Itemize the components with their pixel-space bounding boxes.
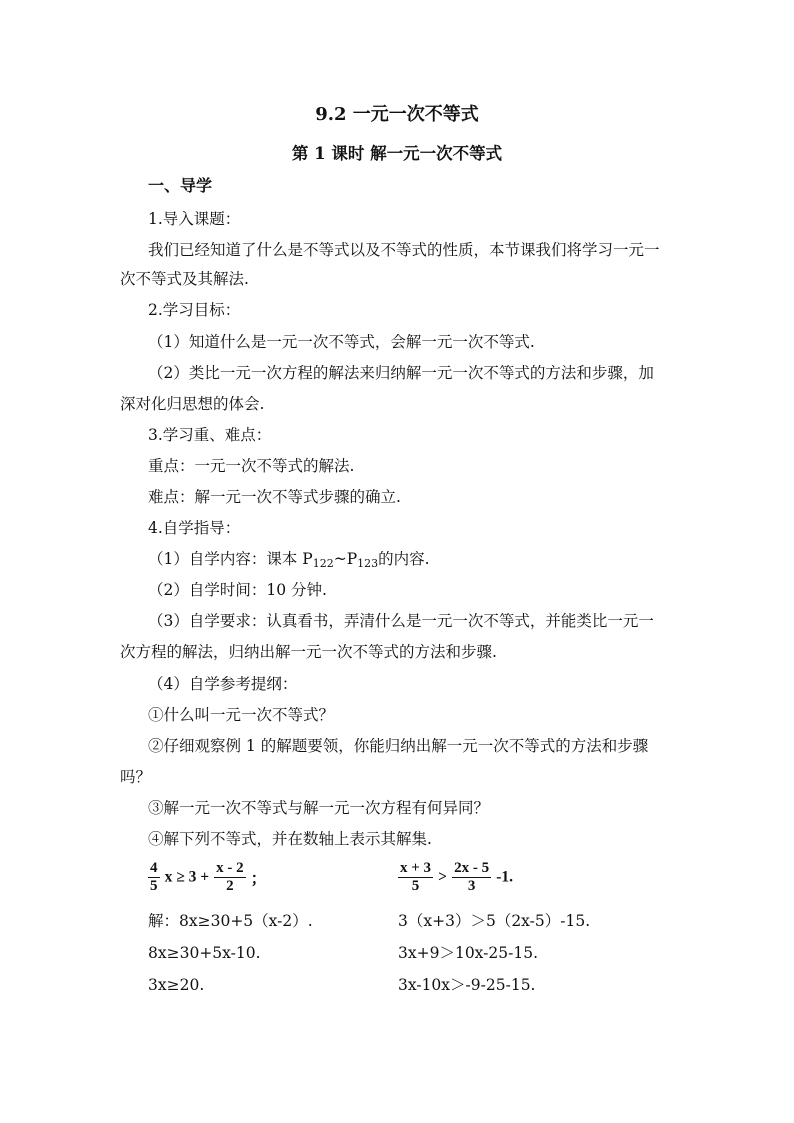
guide-1-suffix: 的内容. xyxy=(378,550,430,568)
question-1: ①什么叫一元一次不等式？ xyxy=(148,706,335,724)
guide-2: （2）自学时间：10 分钟. xyxy=(148,581,327,599)
fraction-denominator: 3 xyxy=(467,878,476,894)
keypoints-label: 3.学习重、难点： xyxy=(148,426,272,444)
guide-label: 4.自学指导： xyxy=(148,519,241,537)
guide-1-tilde: ~P xyxy=(333,550,358,568)
guide-3-line-1: （3）自学要求：认真看书，弄清什么是一元一次不等式，并能类比一元一 xyxy=(148,612,654,630)
question-2-line-2: 吗？ xyxy=(120,768,152,786)
inequality-tail: -1. xyxy=(496,868,513,886)
difficulty: 难点：解一元一次不等式步骤的确立. xyxy=(148,488,401,506)
goals-label: 2.学习目标： xyxy=(148,301,241,319)
guide-1-page-start: 122 xyxy=(312,557,334,570)
inequality-operator: > xyxy=(438,868,447,886)
guide-3-line-2: 次方程的解法，归纳出解一元一次不等式的方法和步骤. xyxy=(120,643,497,661)
guide-4: （4）自学参考提纲： xyxy=(148,675,298,693)
goal-2-line-2: 深对化归思想的体会. xyxy=(120,395,265,413)
inequality-tail: ； xyxy=(250,870,267,888)
page-title: 9.2 一元一次不等式 xyxy=(315,104,479,125)
fraction-denominator: 2 xyxy=(226,878,234,894)
goal-1: （1）知道什么是一元一次不等式，会解一元一次不等式. xyxy=(148,333,535,351)
goal-2-line-1: （2）类比一元一次方程的解法来归纳解一元一次不等式的方法和步骤，加 xyxy=(148,364,654,382)
fraction-numerator: x - 2 xyxy=(216,860,244,876)
guide-1-page-end: 123 xyxy=(357,557,379,570)
inequality-middle: x ≥ 3 + xyxy=(164,868,210,886)
page-subtitle: 第 1 课时 解一元一次不等式 xyxy=(291,144,503,163)
fraction-numerator: 2x - 5 xyxy=(454,860,490,876)
question-4: ④解下列不等式，并在数轴上表示其解集. xyxy=(148,830,432,848)
solution-right-step-1: 3（x+3）＞5（2x-5）-15. xyxy=(398,912,591,930)
fraction-x-minus-2 xyxy=(214,860,246,895)
solution-right-step-3: 3x-10x＞-9-25-15. xyxy=(398,976,536,994)
fraction-2x-minus-5 xyxy=(452,860,491,895)
solution-left-step-2: 8x≥30+5x-10. xyxy=(148,944,261,962)
inequality-left xyxy=(148,860,266,900)
question-3: ③解一元一次不等式与解一元一次方程有何异同？ xyxy=(148,799,490,817)
fraction-numerator: x + 3 xyxy=(400,860,432,876)
fraction-denominator: 5 xyxy=(411,878,420,894)
guide-1-prefix: （1）自学内容：课本 P xyxy=(148,550,313,568)
solution-left-step-3: 3x≥20. xyxy=(148,976,205,994)
intro-line-1: 我们已经知道了什么是不等式以及不等式的性质，本节课我们将学习一元一 xyxy=(148,241,660,259)
solution-right-step-2: 3x+9＞10x-25-15. xyxy=(398,944,538,962)
inequality-right xyxy=(398,860,513,900)
fraction-numerator: 4 xyxy=(150,860,158,876)
question-2-line-1: ②仔细观察例 1 的解题要领，你能归纳出解一元一次不等式的方法和步骤 xyxy=(148,737,649,755)
fraction-denominator: 5 xyxy=(150,878,158,894)
section-heading: 一、导学 xyxy=(148,176,213,195)
guide-1 xyxy=(148,549,430,574)
solution-left-step-1: 解：8x≥30+5（x-2）. xyxy=(148,912,313,930)
fraction-4-5 xyxy=(148,860,160,895)
keypoint: 重点：一元一次不等式的解法. xyxy=(148,457,355,475)
intro-line-2: 次不等式及其解法. xyxy=(120,270,249,288)
intro-label: 1.导入课题： xyxy=(148,210,241,228)
fraction-x-plus-3 xyxy=(398,860,433,895)
